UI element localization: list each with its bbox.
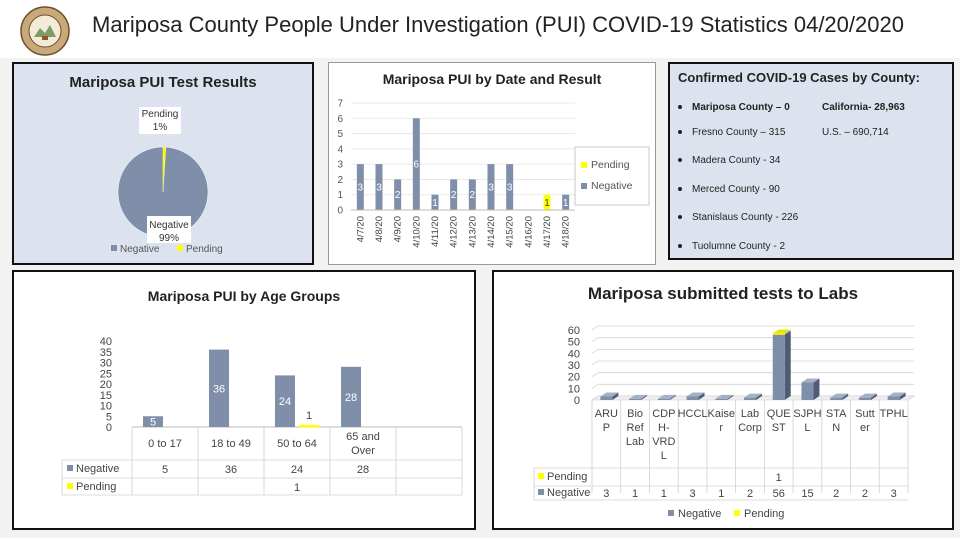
labs-gridline-depth (592, 361, 598, 365)
date-x-tick-label: 4/12/20 (448, 216, 460, 248)
labs-x-tick-label: P (602, 422, 611, 434)
labs-gridline-depth (592, 373, 598, 377)
cases-title: Confirmed COVID-19 Cases by County: (678, 70, 920, 85)
case-fresno: Fresno County – 315 (678, 127, 785, 138)
age-y-tick-label: 0 (105, 422, 112, 434)
date-x-tick-label: 4/18/20 (560, 216, 572, 248)
labs-legend-pending: Pending (744, 508, 785, 520)
date-data-label: 6 (413, 159, 420, 171)
labs-table-negative-swatch (538, 489, 544, 495)
labs-table-row-negative: Negative (547, 487, 591, 499)
labs-gridline-depth (592, 326, 598, 330)
date-data-label: 3 (506, 182, 513, 194)
date-data-label: 2 (394, 190, 401, 202)
labs-table-cell-negative: 3 (689, 488, 696, 500)
age-chart-title: Mariposa PUI by Age Groups (147, 288, 341, 304)
pie-label-pending-name: Pending (141, 109, 179, 120)
age-table-cell-negative: 28 (356, 464, 370, 476)
age-table-pending-swatch (67, 483, 73, 489)
date-y-tick-label: 2 (337, 174, 343, 186)
labs-x-tick-label: Lab (625, 436, 645, 448)
age-table-cell-negative: 24 (290, 464, 304, 476)
labs-y-tick-label: 40 (567, 348, 580, 361)
date-legend-box (575, 147, 649, 205)
labs-bar-negative (687, 397, 699, 401)
date-data-label: 3 (357, 182, 364, 194)
age-table-cell-pending: 1 (293, 482, 301, 494)
age-table-cell-negative: 5 (161, 464, 169, 476)
date-legend-pending-swatch (581, 162, 587, 168)
age-chart (14, 272, 474, 528)
labs-bar-negative (744, 398, 756, 400)
date-y-tick-label: 7 (337, 98, 343, 110)
labs-y-tick-label: 0 (573, 395, 580, 407)
date-chart (329, 63, 655, 264)
labs-bar-negative (629, 399, 641, 400)
labs-bar-negative (600, 397, 612, 401)
age-table-cell-negative: 36 (224, 464, 238, 476)
pie-legend-pending: Pending (186, 244, 223, 255)
date-x-tick-label: 4/16/20 (523, 216, 535, 248)
age-table-negative-swatch (67, 465, 73, 471)
age-data-label: 1 (305, 409, 313, 422)
page-title: Mariposa County People Under Investigation (PUI) COVID-19 Statistics 04/20/2020 (92, 12, 904, 37)
labs-y-tick-label: 50 (567, 336, 580, 349)
labs-x-tick-label: ST (771, 422, 786, 434)
labs-x-tick-label: er (860, 422, 870, 434)
case-california: California- 28,963 (822, 102, 905, 113)
pie-legend-negative: Negative (120, 244, 160, 255)
cases-panel (668, 62, 954, 260)
date-legend-negative-swatch (581, 183, 587, 189)
labs-x-tick-label: TPHL (879, 408, 908, 420)
date-data-label: 1 (432, 197, 438, 209)
date-y-tick-label: 1 (337, 190, 343, 202)
date-data-label: 3 (488, 182, 494, 194)
labs-x-tick-label: L (804, 422, 811, 434)
labs-bar-negative (859, 398, 871, 400)
labs-x-tick-label: L (660, 450, 667, 462)
date-data-label: 1 (562, 197, 569, 209)
labs-x-tick-label: Sutt (855, 408, 875, 420)
age-data-label: 36 (212, 383, 226, 396)
case-stanislaus: Stanislaus County - 226 (678, 212, 798, 223)
labs-x-tick-label: HCCL (677, 408, 708, 420)
labs-bar-negative-side (785, 331, 791, 400)
pie-chart-title: Mariposa PUI Test Results (69, 74, 257, 91)
pie-label-negative-name: Negative (149, 220, 189, 231)
age-y-tick-label: 35 (99, 346, 112, 359)
age-x-tick-label: 50 to 64 (277, 438, 317, 450)
case-merced: Merced County - 90 (678, 184, 780, 195)
labs-table-cell-negative: 15 (801, 488, 814, 500)
date-data-label: 2 (450, 190, 457, 202)
labs-table-row-pending: Pending (547, 471, 588, 483)
labs-gridline-depth (592, 384, 598, 388)
labs-x-tick-label: Corp (738, 422, 762, 434)
age-table-row-pending: Pending (76, 481, 117, 493)
labs-table-cell-negative: 2 (746, 488, 754, 500)
pie-legend-pending-swatch (177, 245, 183, 251)
date-y-tick-label: 3 (337, 159, 343, 171)
age-y-tick-label: 5 (105, 411, 112, 424)
labs-table-pending-swatch (538, 473, 544, 479)
date-y-tick-label: 4 (337, 144, 343, 156)
age-data-label: 24 (278, 396, 292, 409)
age-y-tick-label: 10 (99, 400, 112, 413)
date-x-tick-label: 4/7/20 (355, 216, 367, 243)
age-y-tick-label: 40 (99, 336, 112, 348)
pie-label-pending-value: 1% (152, 122, 168, 133)
date-x-tick-label: 4/8/20 (374, 216, 385, 243)
pie-panel (12, 62, 314, 265)
date-legend-negative: Negative (591, 180, 633, 192)
labs-x-tick-label: STA (825, 408, 847, 420)
age-y-tick-label: 20 (99, 379, 112, 391)
date-data-label: 1 (544, 197, 550, 209)
labs-bar-negative (658, 399, 670, 400)
labs-bar-negative (715, 399, 727, 400)
labs-bar-negative (801, 383, 813, 401)
date-data-label: 2 (469, 190, 476, 202)
labs-x-tick-label: Lab (740, 408, 760, 420)
date-chart-title: Mariposa PUI by Date and Result (382, 71, 602, 87)
pie-chart (14, 64, 312, 263)
date-x-tick-label: 4/10/20 (411, 216, 423, 248)
labs-table-cell-negative: 1 (660, 488, 667, 500)
labs-x-tick-label: r (719, 422, 724, 434)
labs-table-cell-negative: 3 (603, 488, 610, 500)
labs-chart-panel (492, 270, 954, 530)
age-table-row-negative: Negative (76, 463, 120, 475)
case-tuolumne: Tuolumne County - 2 (678, 241, 785, 252)
labs-bar-negative (888, 397, 900, 401)
date-x-tick-label: 4/17/20 (542, 216, 553, 248)
labs-x-tick-label: VRD (652, 436, 676, 448)
age-chart-panel (12, 270, 476, 530)
date-x-tick-label: 4/13/20 (467, 216, 479, 248)
labs-chart-title: Mariposa submitted tests to Labs (587, 284, 859, 303)
labs-table-cell-negative: 1 (718, 488, 725, 500)
county-seal-logo (20, 6, 70, 56)
labs-x-tick-label: Bio (627, 408, 644, 420)
labs-legend-negative-swatch (668, 510, 674, 516)
age-x-tick-label: Over (351, 445, 375, 457)
labs-y-tick-label: 20 (567, 371, 580, 384)
labs-table-cell-negative: 3 (890, 488, 897, 500)
date-x-tick-label: 4/14/20 (486, 216, 497, 248)
labs-gridline-depth (592, 338, 598, 342)
date-x-tick-label: 4/9/20 (392, 216, 404, 243)
labs-bar-negative (773, 335, 785, 400)
labs-x-tick-label: ARU (594, 408, 618, 420)
labs-x-tick-label: Kaise (707, 408, 736, 420)
age-y-tick-label: 30 (99, 357, 112, 370)
labs-x-tick-label: CDP (652, 408, 676, 420)
labs-gridline-depth (592, 349, 598, 353)
labs-legend-negative: Negative (678, 508, 722, 520)
case-madera: Madera County - 34 (678, 155, 780, 166)
labs-x-tick-label: N (832, 422, 841, 434)
date-legend-pending: Pending (591, 159, 630, 171)
date-data-label: 3 (376, 182, 382, 194)
labs-table-cell-negative: 2 (861, 488, 868, 500)
age-x-tick-label: 0 to 17 (148, 438, 182, 450)
age-data-label: 5 (149, 416, 157, 429)
date-y-tick-label: 6 (337, 113, 343, 125)
age-y-tick-label: 15 (99, 389, 112, 402)
case-us: U.S. – 690,714 (822, 127, 889, 138)
age-bar-pending (299, 425, 319, 428)
labs-table-cell-negative: 2 (833, 488, 840, 500)
date-chart-panel (328, 62, 656, 265)
labs-table-cell-negative: 1 (632, 488, 639, 500)
date-y-tick-label: 5 (337, 129, 343, 141)
labs-table-cell-negative: 56 (772, 488, 785, 500)
age-x-tick-label: 18 to 49 (211, 438, 251, 450)
age-data-label: 28 (344, 391, 358, 404)
labs-y-tick-label: 10 (567, 383, 580, 396)
pie-label-negative-value: 99% (158, 233, 180, 244)
date-y-tick-label: 0 (337, 205, 343, 217)
age-x-tick-label: 65 and (346, 431, 380, 443)
labs-chart (494, 272, 952, 528)
case-mariposa: Mariposa County – 0 (678, 102, 790, 113)
labs-table-cell-pending: 1 (775, 472, 782, 484)
labs-x-tick-label: SJPH (793, 408, 822, 420)
date-x-tick-label: 4/15/20 (504, 216, 516, 248)
labs-x-tick-label: Ref (626, 422, 644, 434)
age-y-tick-label: 25 (99, 368, 112, 381)
labs-y-tick-label: 60 (567, 325, 580, 337)
pie-legend-negative-swatch (111, 245, 117, 251)
labs-legend-pending-swatch (734, 510, 740, 516)
date-x-tick-label: 4/11/20 (430, 216, 441, 247)
labs-bar-negative (830, 398, 842, 400)
labs-y-tick-label: 30 (567, 360, 580, 372)
labs-x-tick-label: H- (658, 422, 670, 434)
labs-x-tick-label: QUE (766, 408, 791, 420)
header-bar (0, 0, 960, 58)
labs-bar-pending (773, 334, 785, 335)
